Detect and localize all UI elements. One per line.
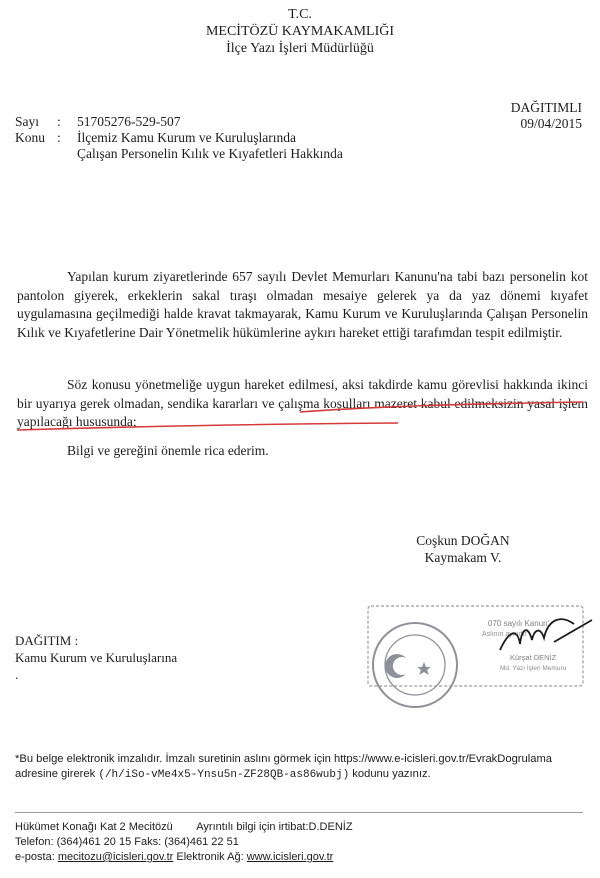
e-signature-note: [15, 752, 590, 783]
sayi-key: Sayı: [15, 114, 40, 129]
konu-key: Konu: [15, 130, 45, 145]
konu-line-2: Çalışan Personelin Kılık ve Kıyafetleri Hakkında: [77, 146, 343, 161]
footer-contact-info: Ayrıntılı bilgi için irtibat:D.DENİZ: [196, 821, 353, 833]
footer-net-label: Elektronik Ağ:: [176, 851, 244, 863]
body-paragraph-3: [17, 442, 588, 461]
note-line-2-prefix: adresine girerek: [15, 768, 96, 780]
distribution-label: DAĞITIMLI: [510, 100, 582, 115]
header-office: MECİTÖZÜ KAYMAKAMLIĞI: [205, 24, 395, 39]
footer: [15, 820, 353, 865]
header-department: İlçe Yazı İşleri Müdürlüğü: [226, 41, 374, 56]
signature-block: [388, 532, 538, 566]
footer-row-3: [15, 850, 353, 865]
official-stamp: [360, 600, 600, 715]
star-icon: [417, 662, 431, 675]
footer-email-link[interactable]: mecitozu@icisleri.gov.tr: [57, 851, 174, 863]
konu-line-1: İlçemiz Kamu Kurum ve Kuruluşlarında: [77, 130, 296, 145]
document-date: 09/04/2015: [520, 116, 582, 131]
header-country: T.C.: [288, 7, 312, 22]
footer-website-link[interactable]: www.icisleri.gov.tr: [246, 851, 334, 863]
footer-divider: [15, 812, 583, 813]
stamp-frame: [368, 606, 583, 686]
paragraph-3-text: Bilgi ve gereğini önemle rica ederim.: [67, 443, 269, 458]
sayi-value: 51705276-529-507: [77, 114, 181, 129]
underline-mark-1: [300, 402, 583, 412]
note-line-2-suffix: kodunu yazınız.: [352, 768, 431, 780]
signatory-name: Coşkun DOĞAN: [416, 533, 510, 548]
footer-email-label: e-posta:: [15, 851, 55, 863]
footer-phone: Telefon: (364)461 20 15 Faks: (364)461 22 51: [15, 836, 239, 848]
stamp-role: Md. Yazı İşleri Memuru: [500, 665, 567, 672]
crescent-icon: [385, 654, 406, 678]
konu-colon: :: [57, 130, 61, 145]
signatory-title: Kaymakam V.: [424, 550, 502, 565]
note-line-2: [15, 767, 590, 783]
footer-address: Hükümet Konağı Kat 2 Mecitözü: [15, 821, 173, 833]
stamp-text-top: 070 sayılı Kanun': [488, 619, 550, 628]
dot-mark: .: [15, 667, 19, 682]
stamp-text-mid: Aslının aynıdır: [482, 631, 527, 638]
footer-row-1: [15, 820, 353, 835]
paragraph-1-text: Yapılan kurum ziyaretlerinde 657 sayılı Devlet Memurları Kanunu'na tabi bazı personelin kot pantolon giyerek, erkeklerin sakal tıraşı olmadan mesaiye gelerek ya da yaz dönemi kıyafet uygulamasına geçilmediği halde kravat takmayarak, Kamu Kurum ve Kuruluşlarında Çalışan Personelin Kılık ve Kıyafetlerine Dair Yönetmelik hükümlerine aykırı hareket ettiği tarafımdan tespit edilmiştir.: [17, 269, 588, 340]
verification-code: (/h/iSo-vMe4x5-Ynsu5n-ZF28QB-as86wubj): [98, 769, 350, 781]
paragraph-2-text: Söz konusu yönetmeliğe uygun hareket edilmesi, aksi takdirde kamu görevlisi hakkında ikinci bir uyarıya gerek olmadan, sendika kararları ve çalışma koşulları mazeret kabul edilmeksizin yasal işlem yapılacağı hususunda;: [17, 377, 588, 429]
distribution-list: [15, 632, 177, 683]
distribution-list-label: DAĞITIM :: [15, 633, 79, 648]
underline-mark-2: [17, 423, 398, 430]
distribution-list-item: Kamu Kurum ve Kuruluşlarına: [15, 650, 178, 665]
sayi-colon: :: [57, 114, 61, 129]
stamp-name: Kürşat DENİZ: [510, 653, 557, 662]
note-line-1: *Bu belge elektronik imzalıdır. İmzalı suretinin aslını görmek için https://www.e-icisleri.gov.tr/EvrakDogrulama: [15, 753, 552, 765]
